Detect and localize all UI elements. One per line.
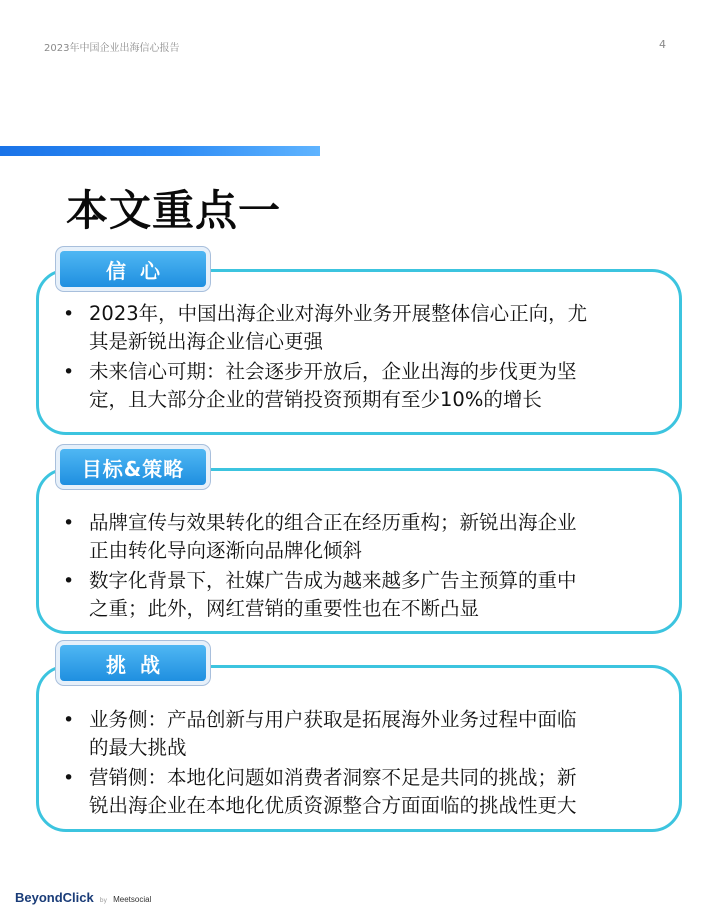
bullet-dot: • — [63, 361, 75, 383]
bullet-line: 锐出海企业在本地化优质资源整合方面面临的挑战性更大 — [89, 794, 577, 817]
bullet-line: 未来信心可期：社会逐步开放后，企业出海的步伐更为坚 — [89, 360, 577, 383]
bullet-line: 营销侧：本地化问题如消费者洞察不足是共同的挑战；新 — [89, 766, 577, 789]
list-item — [59, 706, 659, 762]
bullet-dot: • — [63, 767, 75, 789]
section-box-confidence — [36, 269, 682, 435]
brand-logo-meetsocial: Meetsocial — [113, 895, 152, 904]
bullet-line: 之重；此外，网红营销的重要性也在不断凸显 — [89, 597, 480, 620]
section-box-goals-strategy — [36, 468, 682, 634]
bullet-line: 定，且大部分企业的营销投资预期有至少10%的增长 — [89, 388, 542, 411]
bullet-list — [59, 300, 659, 416]
bullet-dot: • — [63, 709, 75, 731]
bullet-dot: • — [63, 512, 75, 534]
bullet-line: 正由转化导向逐渐向品牌化倾斜 — [89, 539, 363, 562]
bullet-line: 品牌宣传与效果转化的组合正在经历重构；新锐出海企业 — [89, 511, 577, 534]
section-box-challenges — [36, 665, 682, 832]
bullet-list — [59, 706, 659, 822]
accent-bar — [0, 146, 320, 156]
bullet-line: 数字化背景下，社媒广告成为越来越多广告主预算的重中 — [89, 569, 577, 592]
list-item — [59, 358, 659, 414]
list-item — [59, 567, 659, 623]
section-tag-goals-strategy: 目标&策略 — [60, 449, 206, 485]
bullet-dot: • — [63, 303, 75, 325]
brand-by-text: by — [99, 897, 108, 904]
bullet-list — [59, 509, 659, 625]
bullet-dot: • — [63, 570, 75, 592]
page-number: 4 — [659, 38, 666, 51]
bullet-line: 业务侧：产品创新与用户获取是拓展海外业务过程中面临 — [89, 708, 577, 731]
brand-logo-beyondclick: BeyondClick — [15, 890, 94, 905]
bullet-line: 的最大挑战 — [89, 736, 187, 759]
section-tag-confidence: 信心 — [60, 251, 206, 287]
list-item — [59, 509, 659, 565]
footer-logo — [15, 890, 151, 905]
section-tag-challenges: 挑战 — [60, 645, 206, 681]
report-header-title: 2023年中国企业出海信心报告 — [44, 43, 180, 54]
bullet-line: 2023年，中国出海企业对海外业务开展整体信心正向，尤 — [89, 302, 588, 325]
list-item — [59, 300, 659, 356]
bullet-line: 其是新锐出海企业信心更强 — [89, 330, 324, 353]
list-item — [59, 764, 659, 820]
page-title: 本文重点一 — [66, 186, 282, 235]
